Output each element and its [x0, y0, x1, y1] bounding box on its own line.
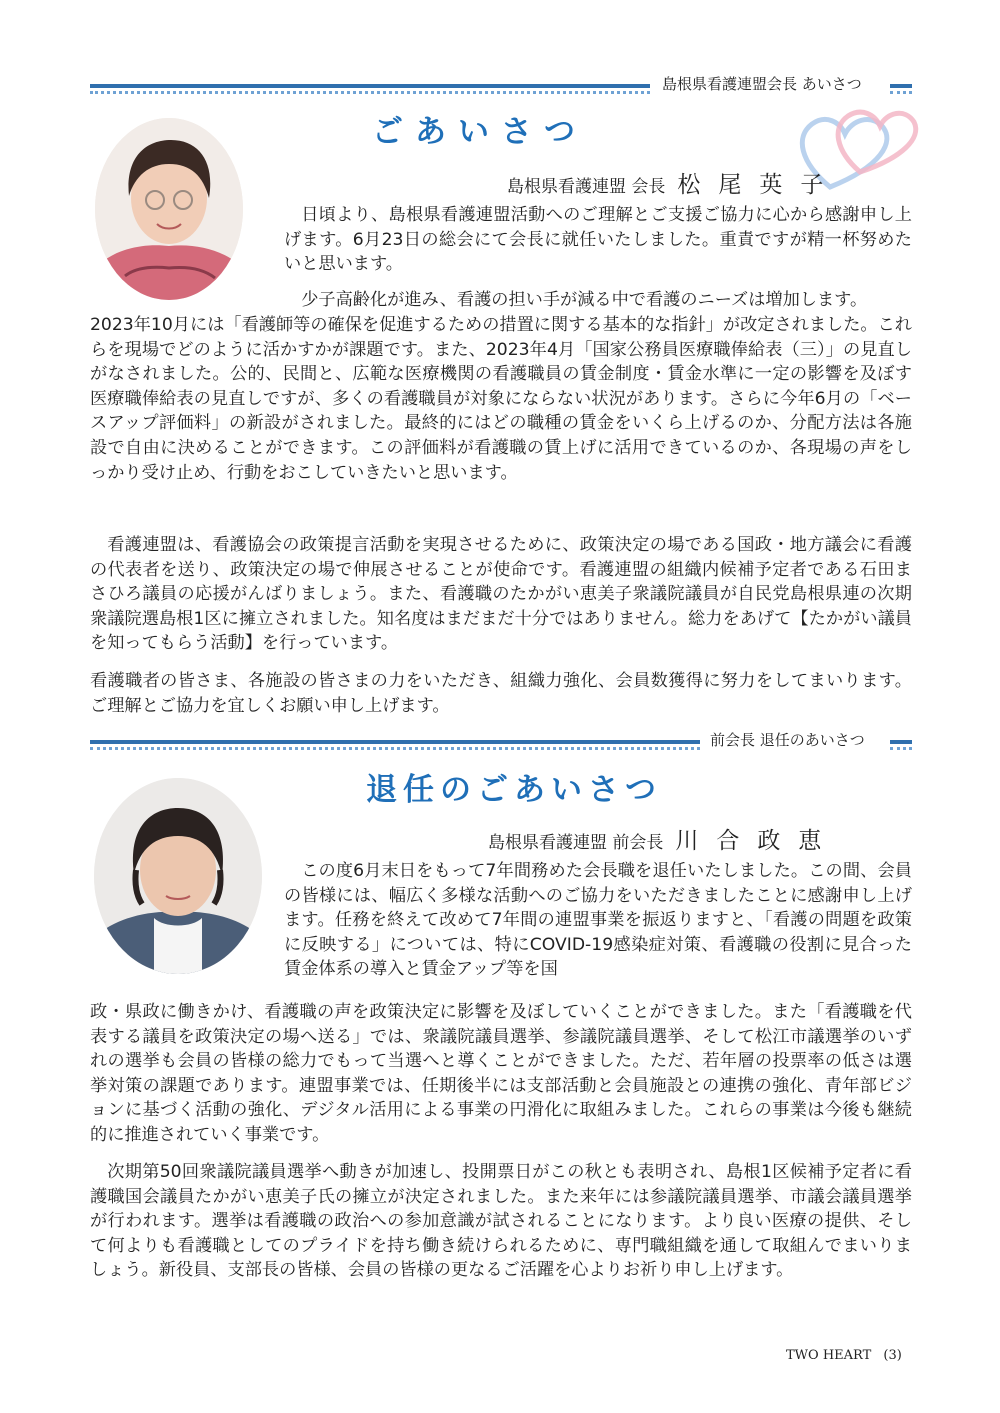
section1-header-label: 島根県看護連盟会長 あいさつ [656, 73, 868, 94]
section1-byline [507, 166, 841, 199]
page-footer [786, 1348, 902, 1363]
portrait-avatar-icon [95, 118, 243, 300]
section1-paragraph-1: 日頃より、島根県看護連盟活動へのご理解とご支援ご協力に心から感謝申し上げます。6月23日の総会にて会長に就任いたしました。重責ですが精一杯努めたいと思います。 [284, 205, 912, 275]
section2-paragraph-1: この度6月末日をもって7年間務めた会長職を退任いたしました。この間、会員の皆様には、幅広く多様な活動へのご協力をいただきましたことに感謝申し上げます。任務を終えて改めて7年間の連盟事業を振返りますと、「看護の問題を政策に反映する」については、特にCOVID-19感染症対策、看護職の役割に見合った賃金体系の導入と賃金アップ等を国 [284, 861, 912, 980]
section2-byline [488, 822, 839, 855]
section2-photo [94, 778, 262, 974]
footer-publication: TWO HEART [786, 1348, 872, 1363]
section2-org: 島根県看護連盟 前会長 [488, 833, 664, 853]
section1-header-bar [90, 75, 912, 98]
section2-title: 退任のごあいさつ [366, 772, 662, 808]
section2-paragraph-3: 次期第50回衆議院議員選挙へ動きが加速し、投開票日がこの秋とも表明され、島根1区候補予定者に看護職国会議員たかがい恵美子氏の擁立が決定されました。また来年には参議院議員選挙、市議会議員選挙が行われます。選挙は看護職の政治への参加意識が試されることになります。より良い医療の提供、そして何よりも看護職としてのプライドを持ち働き続けられるために、専門職組織を通して取組んでまいりましょう。新役員、支部長の皆様、会員の皆様の更なるご活躍を心よりお祈り申し上げます。 [90, 1162, 912, 1281]
section1-paragraph-3: 2023年10月には「看護師等の確保を促進するための措置に関する基本的な指針」が改定されました。これらを現場でどのように活かすかが課題です。また、2023年4月「国家公務員医療職俸給表（三）」の見直しがなされました。公的、民間と、広範な医療機関の看護職員の賃金制度・賃金水準に一定の影響を及ぼす医療職俸給表の見直しですが、多くの看護職員が対象にならない状況があります。さらに今年6月の「ベースアップ評価料」の新設がされました。最終的にはどの職種の賃金をいくら上げるのか、分配方法は各施設で自由に決めることができます。この評価料が看護職の賃上げに活用できているのか、各現場の声をしっかり受け止め、行動をおこしていきたいと思います。 [90, 315, 912, 483]
section1-title: ごあいさつ [372, 114, 587, 150]
section1-paragraph-5: 看護職者の皆さま、各施設の皆さまの力をいただき、組織力強化、会員数獲得に努力をしてまいります。ご理解とご協力を宜しくお願い申し上げます。 [90, 671, 912, 716]
footer-page-number: (3) [883, 1348, 902, 1363]
portrait-avatar-icon [94, 778, 262, 974]
section2-header-label: 前会長 退任のあいさつ [704, 729, 871, 750]
section1-name: 松尾英子 [677, 172, 842, 198]
section2-paragraph-2: 政・県政に働きかけ、看護職の声を政策決定に影響を及ぼしていくことができました。また「看護職を代表する議員を政策決定の場へ送る」では、衆議院議員選挙、参議院議員選挙、そして松江市議選挙のいずれの選挙も会員の皆様の総力でもって当選へと導くことができました。ただ、若年層の投票率の低さは選挙対策の課題であります。連盟事業では、任期後半には支部活動と会員施設との連携の強化、青年部ビジョンに基づく活動の強化、デジタル活用による事業の円滑化に取組みました。これらの事業は今後も継続的に推進されていく事業です。 [90, 1002, 912, 1145]
section1-paragraph-2: 少子高齢化が進み、看護の担い手が減る中で看護のニーズは増加します。 [301, 290, 868, 310]
section1-photo [95, 118, 243, 300]
section1-paragraph-4: 看護連盟は、看護協会の政策提言活動を実現させるために、政策決定の場である国政・地方議会に看護の代表者を送り、政策決定の場で伸展させることが使命です。看護連盟の組織内候補予定者である石田まさひろ議員の応援がんばりましょう。また、看護職のたかがい恵美子衆議院議員が自民党島根県連の次期衆議院選島根1区に擁立されました。知名度はまだまだ十分ではありません。総力をあげて【たかがい議員を知ってもらう活動】を行っています。 [90, 535, 912, 654]
section1-org: 島根県看護連盟 会長 [507, 177, 666, 197]
section2-header-bar [90, 731, 912, 754]
section2-name: 川合政恵 [675, 828, 840, 854]
